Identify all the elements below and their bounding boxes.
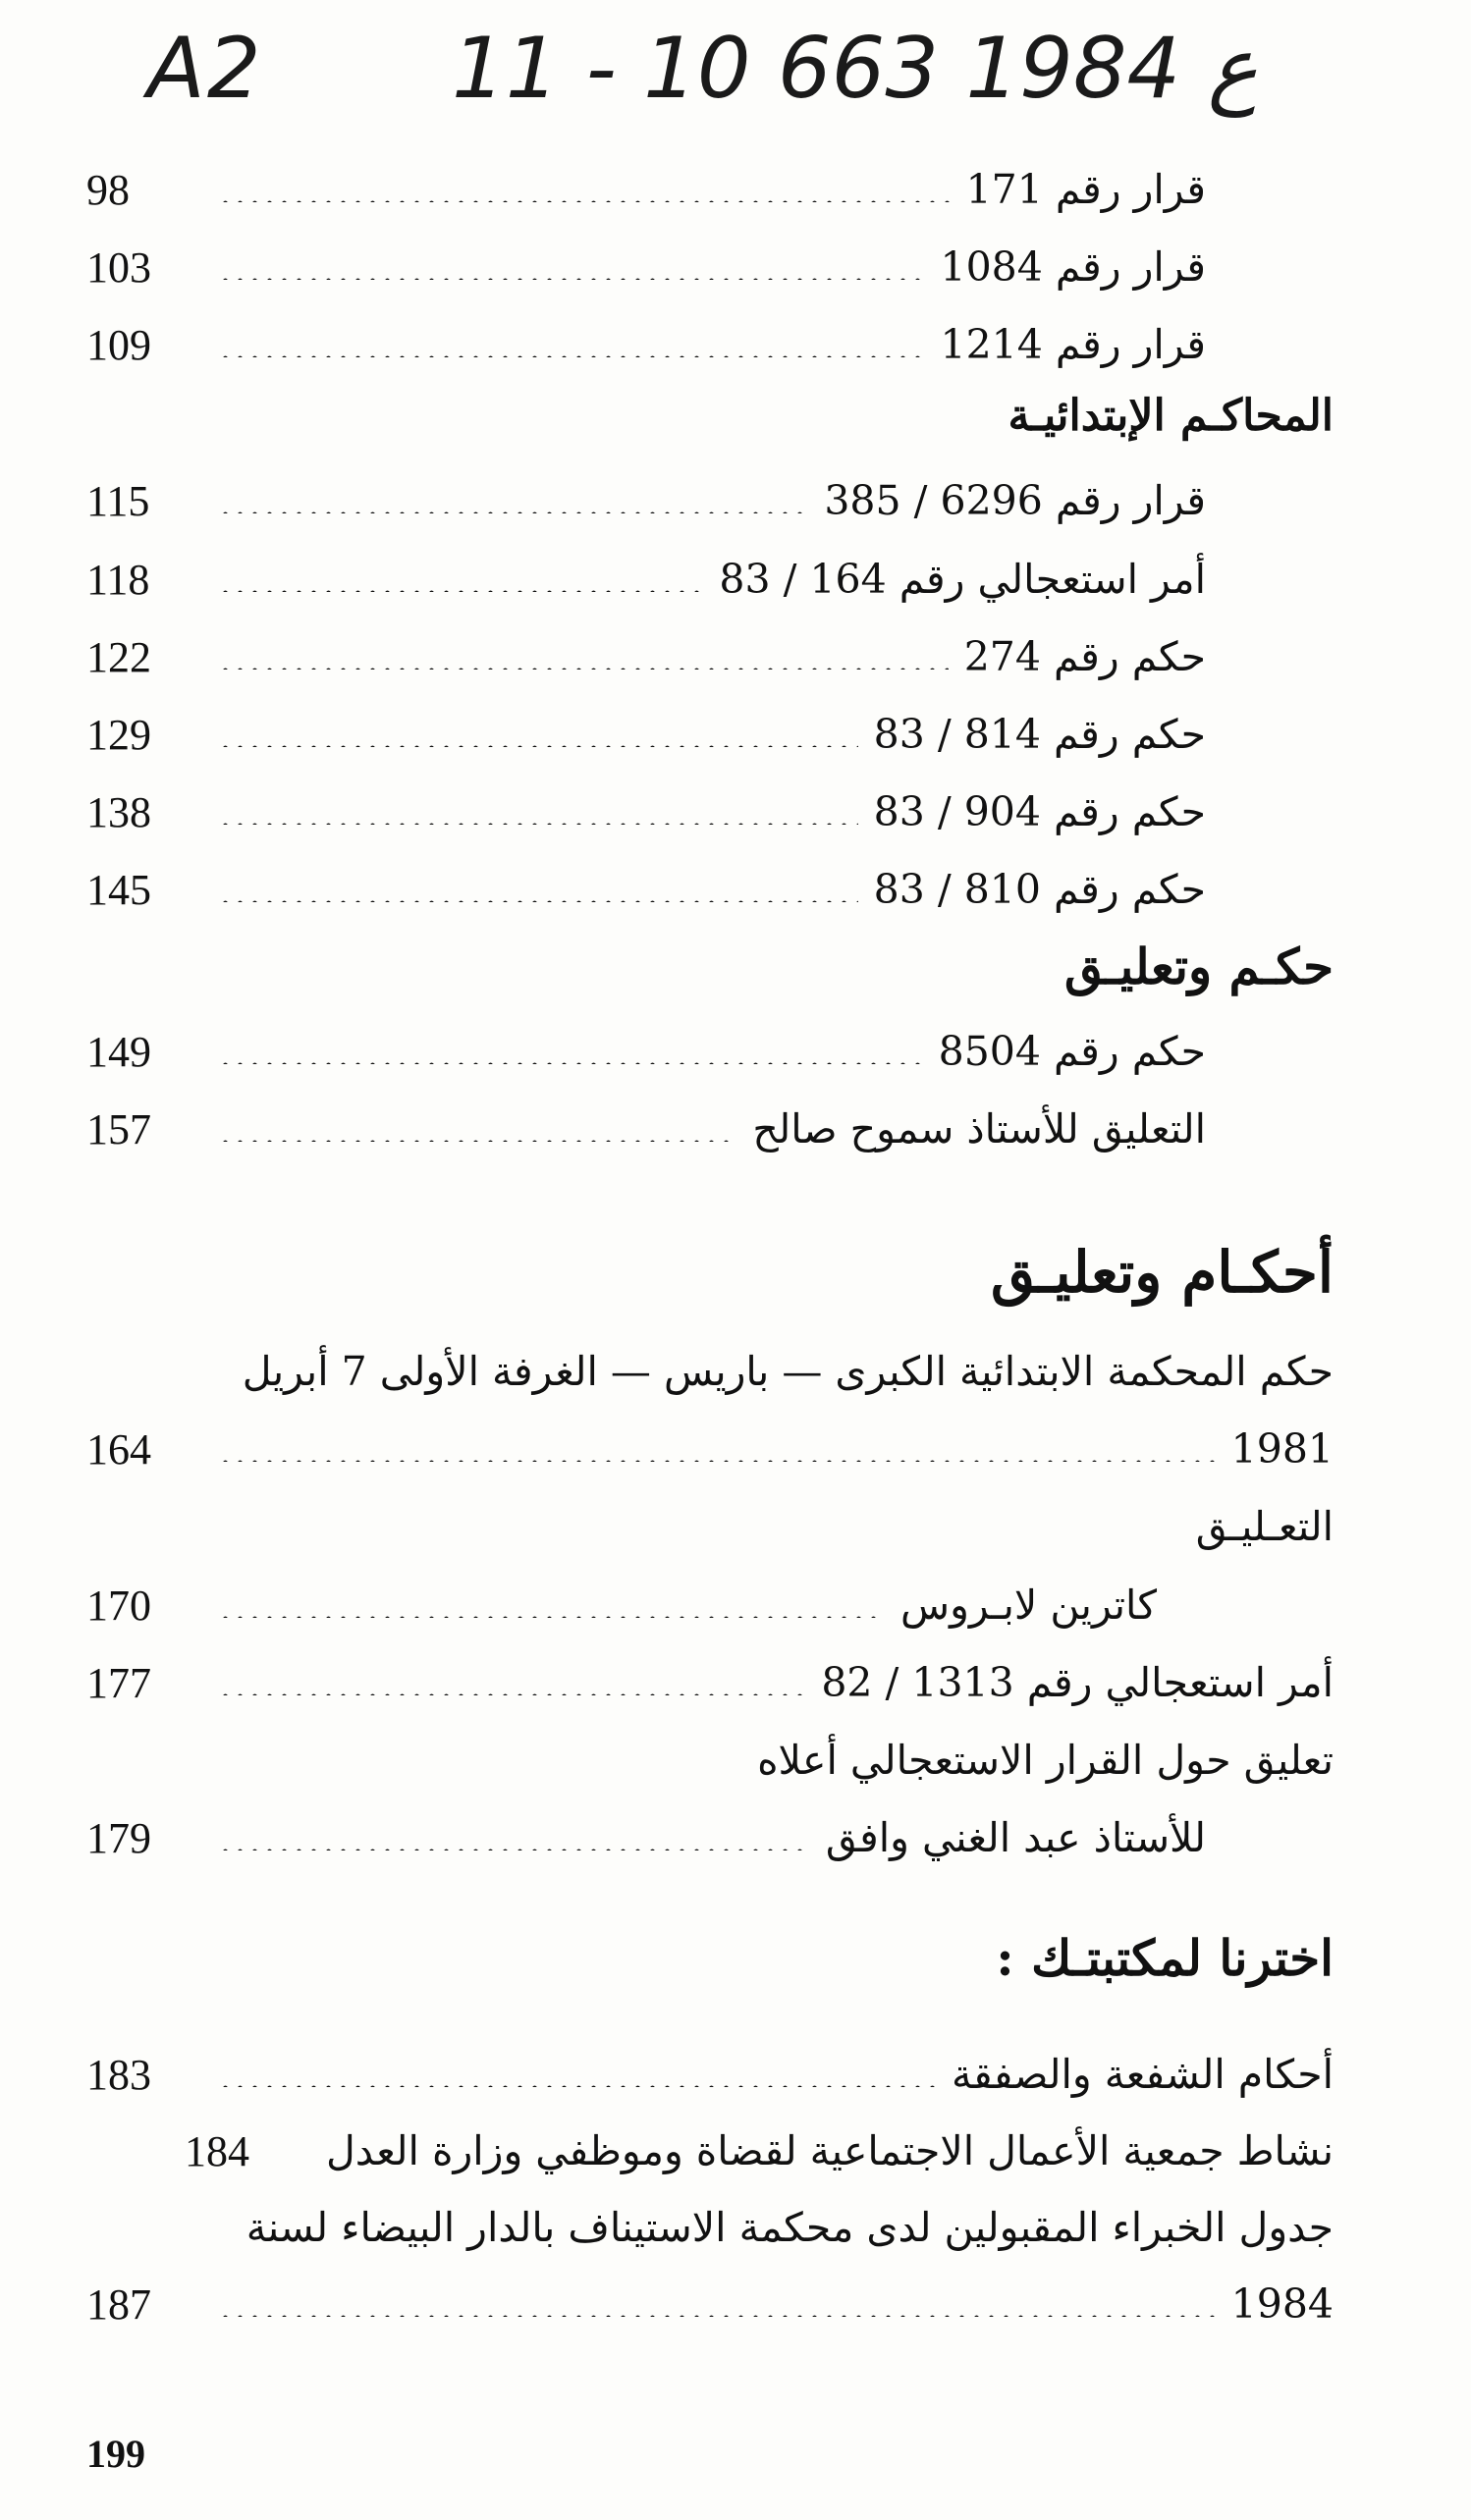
toc-entry-page: 187 (86, 2279, 151, 2329)
toc-entry (86, 700, 1206, 769)
leader-dots (218, 900, 858, 902)
section-heading-library: اخترنا لمكتبتـك : (996, 1929, 1334, 1987)
toc-entry-page: 129 (86, 710, 151, 759)
page-number: 199 (86, 2432, 145, 2476)
section-heading-courts: المحاكـم الإبتدائيـة (1008, 391, 1334, 441)
toc-entry-page: 109 (86, 320, 151, 369)
toc-entry-title: أمر استعجالي رقم 164 / 83 (719, 556, 1206, 603)
leader-dots (218, 1616, 885, 1618)
toc-entry-title: أمر استعجالي رقم 1313 / 82 (821, 1659, 1334, 1706)
toc-entry (86, 2040, 1334, 2109)
toc-entry (86, 1415, 1334, 1483)
leader-dots (218, 1460, 1216, 1462)
toc-entry-page: 149 (86, 1027, 151, 1076)
section-heading-judgments-comments: أحكـام وتعليـق (991, 1239, 1334, 1306)
toc-entry (86, 466, 1206, 535)
toc-entry-title: قرار رقم 171 (965, 166, 1206, 213)
toc-entry-title: 1984 (1230, 2280, 1334, 2328)
toc-entry-title: حكم رقم 8504 (938, 1028, 1206, 1075)
toc-entry-title: نشاط جمعية الأعمال الاجتماعية لقضاة وموظفي وزارة العدل (325, 2127, 1334, 2174)
handwritten-note-left: A2 (147, 20, 263, 118)
toc-entry-page: 138 (86, 787, 151, 836)
toc-entry (86, 2117, 1334, 2185)
toc-entry-title: حكم رقم 814 / 83 (873, 711, 1206, 758)
toc-entry-title: جدول الخبراء المقبولين لدى محكمة الاستيناف بالدار البيضاء لسنة (245, 2204, 1334, 2251)
toc-entry-page: 170 (86, 1581, 151, 1630)
leader-dots (218, 1140, 736, 1142)
toc-entry-page: 177 (86, 1658, 151, 1707)
toc-entry-page: 122 (86, 632, 151, 681)
toc-entry-title: قرار رقم 1084 (940, 243, 1206, 291)
leader-dots (218, 2085, 936, 2087)
toc-entry (86, 2270, 1334, 2338)
toc-entry-title: التعليق للأستاذ سموح صالح (752, 1105, 1206, 1153)
toc-entry (86, 777, 1206, 846)
toc-entry-title: حكم رقم 274 (963, 633, 1206, 680)
toc-entry-title: قرار رقم 6296 / 385 (824, 477, 1206, 524)
toc-entry (86, 622, 1206, 691)
toc-entry (86, 855, 1206, 924)
comment-label: التعـليـق (1195, 1503, 1334, 1550)
toc-entry (86, 155, 1206, 224)
toc-entry-title: حكم المحكمة الابتدائية الكبرى — باريس — الغرفة الأولى 7 أبريل (242, 1348, 1334, 1395)
toc-entry-title: قرار رقم 1214 (940, 321, 1206, 368)
toc-entry (86, 545, 1206, 614)
leader-dots (218, 590, 703, 592)
toc-entry-page: 184 (184, 2126, 249, 2175)
leader-dots (218, 355, 924, 357)
toc-entry-title: حكم رقم 810 / 83 (873, 866, 1206, 913)
leader-dots (218, 278, 924, 280)
toc-entry-page: 164 (86, 1424, 151, 1474)
leader-dots (218, 200, 951, 202)
toc-entry (86, 1017, 1206, 1086)
toc-entry-page: 157 (86, 1104, 151, 1153)
leader-dots (218, 668, 949, 670)
toc-entry-page: 118 (86, 555, 150, 604)
toc-entry-title: كاترين لابـروس (900, 1582, 1157, 1629)
toc-entry (86, 233, 1206, 301)
toc-entry-title: للأستاذ عبد الغني وافق (825, 1814, 1206, 1861)
toc-entry-title: حكم رقم 904 / 83 (873, 788, 1206, 835)
toc-entry-page: 183 (86, 2050, 151, 2099)
handwritten-note-right: 11 - 10 ع 1984 663 (452, 20, 1258, 118)
toc-entry (86, 1803, 1206, 1872)
toc-entry-title: 1981 (1230, 1425, 1334, 1473)
toc-entry-page: 103 (86, 242, 151, 292)
toc-entry (86, 1648, 1334, 1717)
leader-dots (218, 511, 808, 513)
toc-entry (86, 1095, 1206, 1163)
leader-dots (218, 1062, 923, 1064)
toc-entry-page: 98 (86, 165, 130, 214)
leader-dots (218, 823, 858, 825)
toc-entry-title: تعليق حول القرار الاستعجالي أعلاه (757, 1737, 1334, 1784)
leader-dots (218, 1693, 805, 1695)
toc-entry-page: 115 (86, 476, 150, 525)
leader-dots (218, 745, 858, 747)
toc-entry (86, 310, 1206, 379)
toc-entry-title: أحكام الشفعة والصفقة (952, 2051, 1334, 2098)
toc-entry (86, 1571, 1157, 1639)
section-heading-judgment-comment: حكـم وتعليـق (1063, 938, 1334, 995)
toc-entry-page: 145 (86, 865, 151, 914)
leader-dots (218, 2315, 1216, 2317)
toc-entry-page: 179 (86, 1813, 151, 1862)
leader-dots (218, 1849, 810, 1850)
